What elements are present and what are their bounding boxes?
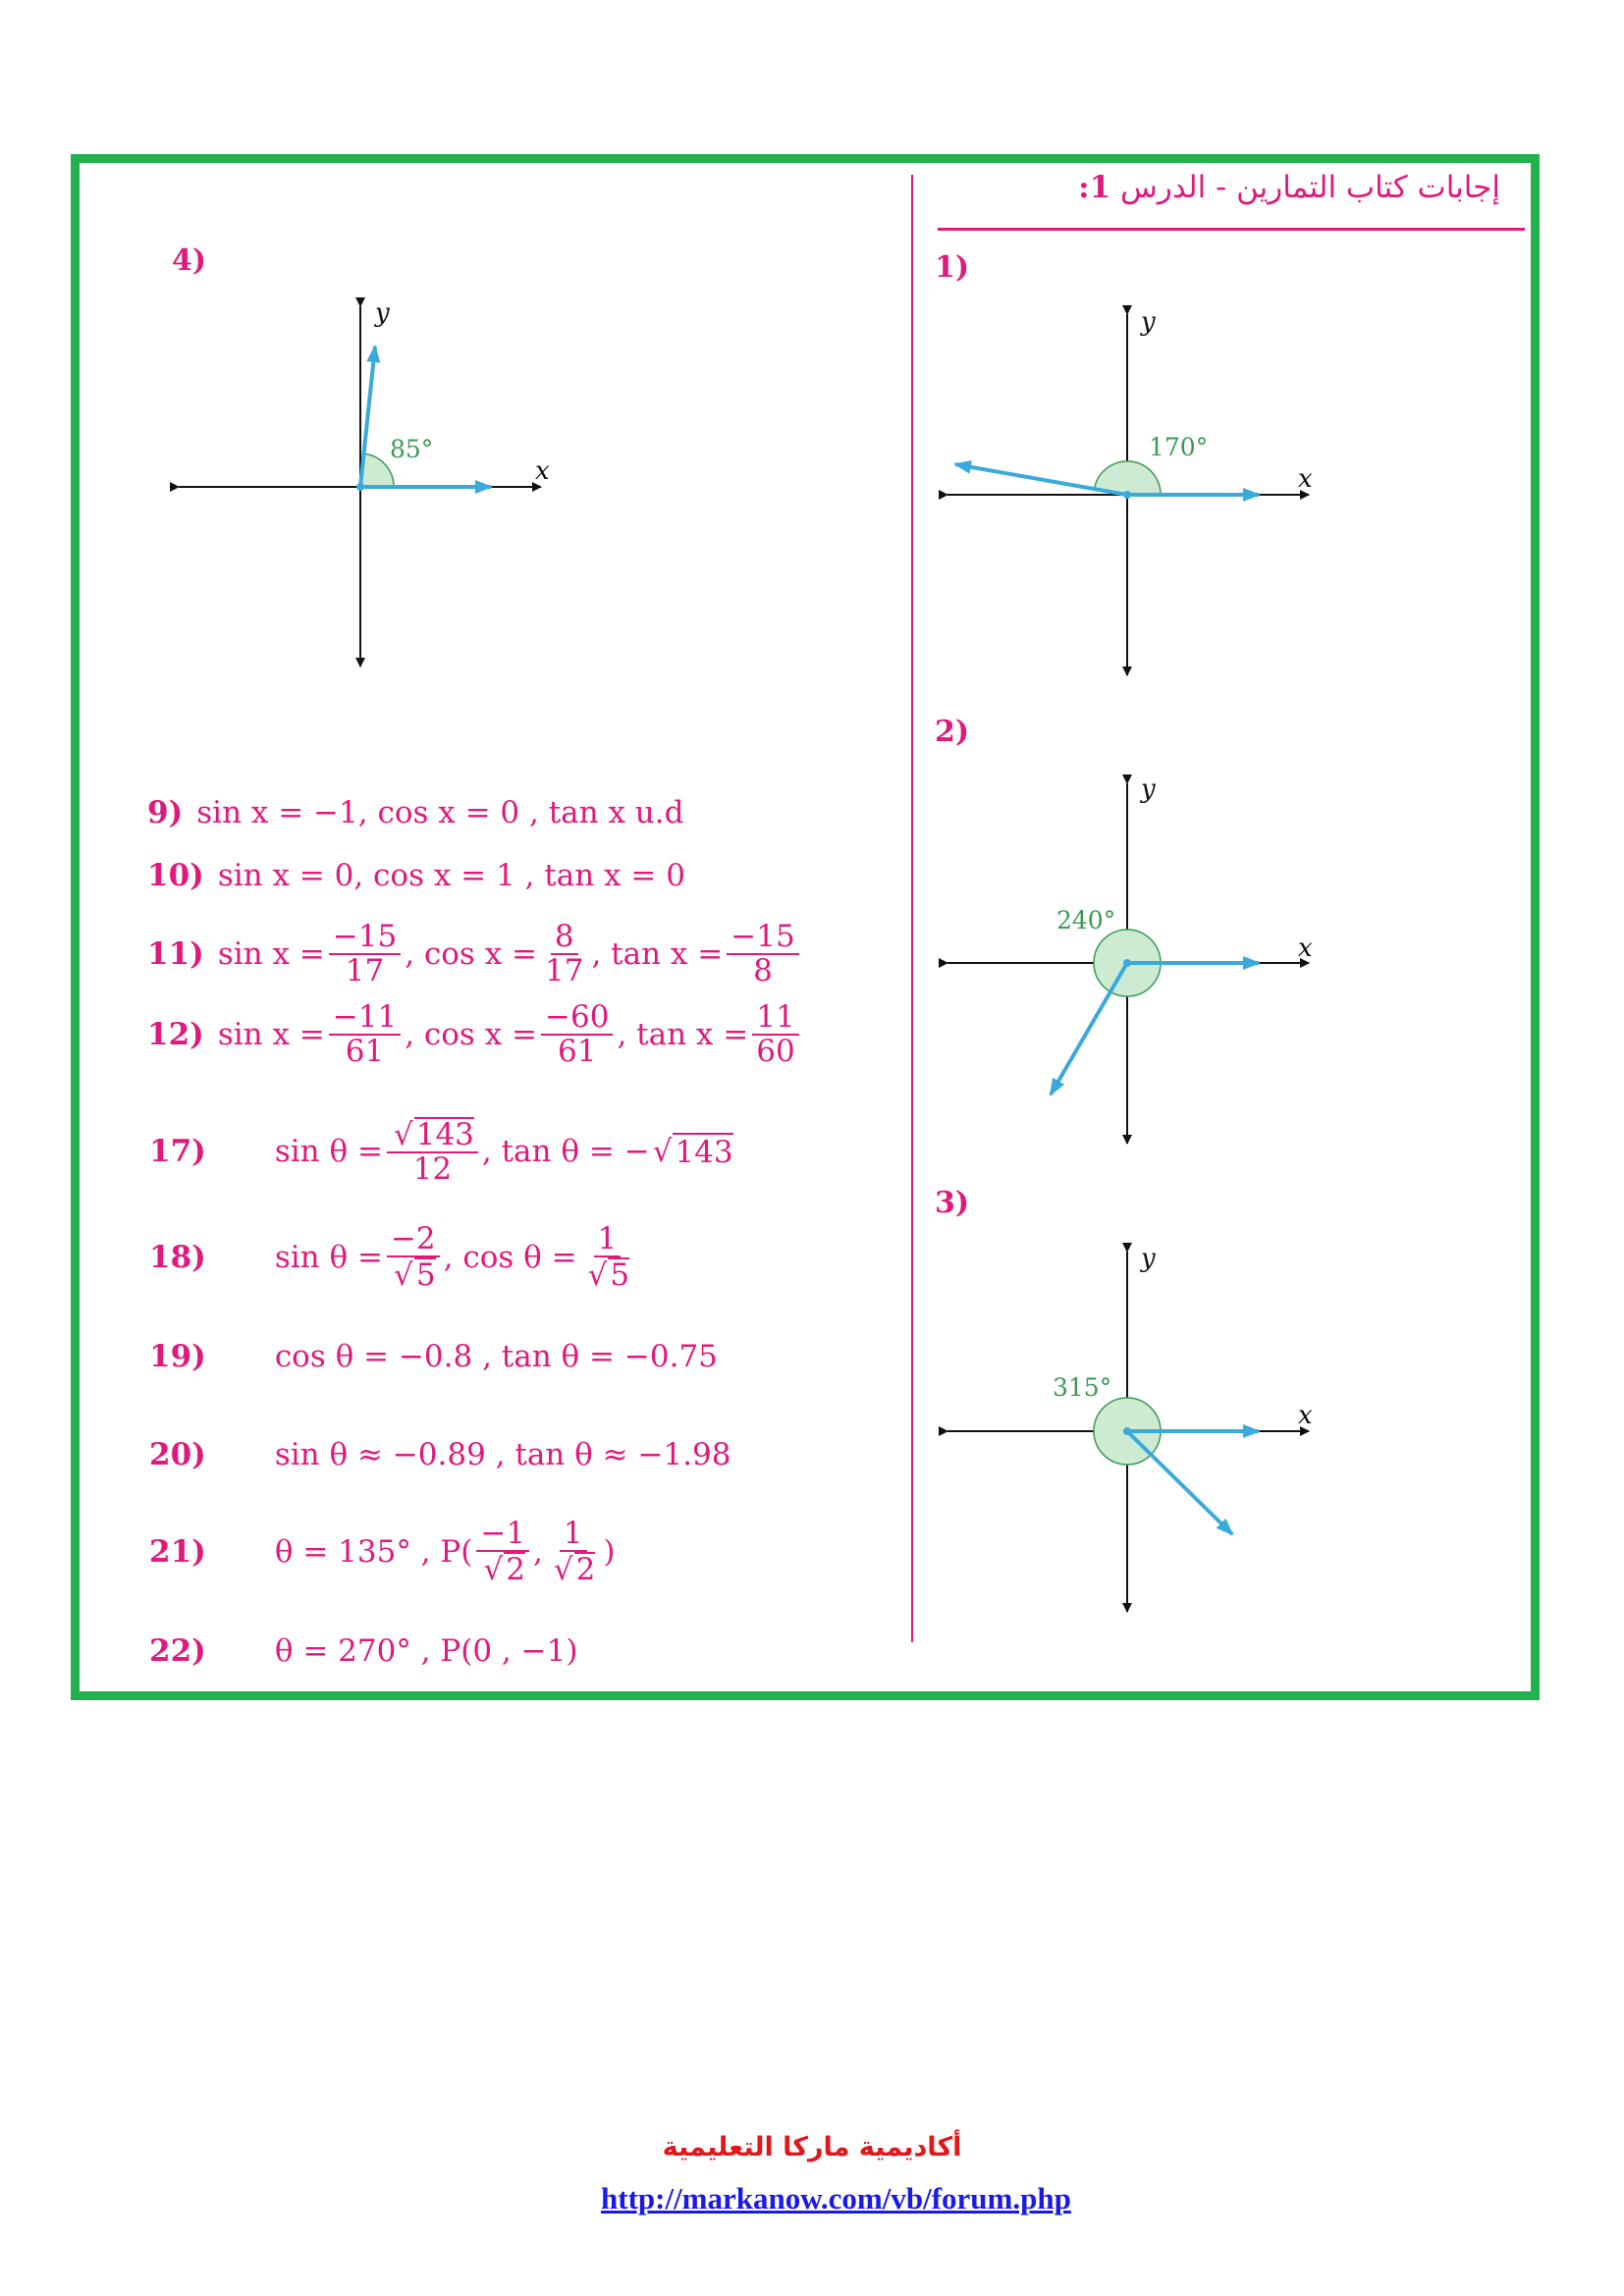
denominator: √5 — [394, 1256, 436, 1293]
expr-part: , tan x = — [591, 935, 724, 972]
title-lesson-number: 1: — [1078, 170, 1111, 205]
numerator: 8 — [551, 921, 578, 955]
radicand: 5 — [415, 1256, 436, 1293]
expr-part: sin x = — [217, 935, 325, 972]
answer-text: sin x = −1, cos x = 0 , tan x u.d — [196, 795, 684, 830]
fraction — [541, 1001, 613, 1067]
answer-number: 17) — [149, 1133, 206, 1169]
expr-part: ) — [603, 1533, 616, 1570]
denominator: 12 — [412, 1150, 453, 1187]
numerator: −11 — [329, 1001, 401, 1036]
answer-number: 20) — [149, 1437, 206, 1472]
expr-part: θ = 135° , P( — [274, 1533, 473, 1570]
y-axis-label: y — [375, 298, 390, 328]
x-axis-label: x — [535, 456, 550, 486]
expr-part: sin θ = — [274, 1133, 383, 1169]
answer-9 — [147, 795, 683, 830]
diagram-2-label: 2) — [935, 715, 970, 749]
answer-number: 9) — [147, 795, 184, 830]
denominator: √2 — [483, 1551, 525, 1587]
title-text: إجابات كتاب التمارين - الدرس — [1120, 170, 1500, 205]
diagram-3-label: 3) — [935, 1186, 970, 1220]
angle-arc — [360, 454, 394, 487]
expr-part: , cos θ = — [443, 1239, 577, 1275]
angle-label: 170° — [1149, 433, 1209, 461]
fraction — [476, 1518, 529, 1585]
denominator: 17 — [345, 952, 385, 988]
numerator: −60 — [541, 1001, 613, 1036]
expr-part: sin θ = — [274, 1239, 383, 1275]
radicand: 143 — [675, 1134, 733, 1170]
answer-10 — [147, 858, 685, 893]
answer-text: sin θ ≈ −0.89 , tan θ ≈ −1.98 — [274, 1437, 731, 1472]
diagram-4 — [179, 298, 550, 667]
answer-number: 12) — [147, 1016, 204, 1052]
denominator: 61 — [345, 1033, 385, 1069]
denominator: 17 — [545, 952, 584, 988]
answer-number: 18) — [149, 1239, 206, 1275]
answer-number: 21) — [149, 1533, 206, 1570]
fraction — [727, 921, 798, 987]
answer-number: 11) — [147, 935, 204, 972]
diagram-1 — [947, 307, 1313, 675]
answer-text: cos θ = −0.8 , tan θ = −0.75 — [274, 1339, 718, 1374]
denominator: √2 — [553, 1551, 596, 1587]
angle-label: 315° — [1053, 1373, 1112, 1402]
fraction — [387, 1117, 478, 1185]
angle-label: 85° — [390, 435, 434, 463]
answer-text: sin x = 0, cos x = 1 , tan x = 0 — [217, 858, 685, 893]
numerator: √143 — [387, 1117, 478, 1153]
origin-point — [1123, 959, 1131, 967]
numerator: −2 — [387, 1223, 440, 1257]
radicand: 5 — [610, 1256, 630, 1293]
numerator: 1 — [560, 1518, 587, 1552]
fraction — [541, 921, 587, 987]
answer-12 — [147, 1001, 803, 1067]
numerator: 11 — [752, 1001, 798, 1036]
answer-text: θ = 270° , P(0 , −1) — [274, 1633, 578, 1669]
fraction — [547, 1518, 600, 1585]
y-axis-label: y — [1141, 1244, 1156, 1273]
origin-point — [356, 483, 364, 491]
answer-22 — [149, 1633, 577, 1669]
footer-academy-name: أكاديمية ماركا التعليمية — [662, 2132, 962, 2163]
x-axis-label: x — [1298, 934, 1313, 963]
footer-link[interactable]: http://markanow.com/vb/forum.php — [601, 2181, 1071, 2216]
radicand: 2 — [575, 1551, 596, 1587]
diagram-2 — [947, 774, 1313, 1144]
x-axis-label: x — [1298, 1401, 1313, 1430]
numerator: 1 — [594, 1223, 622, 1257]
origin-point — [1123, 1427, 1131, 1435]
answer-11 — [147, 921, 803, 987]
numerator: −15 — [727, 921, 798, 955]
angle-label: 240° — [1056, 906, 1116, 934]
fraction — [329, 1001, 401, 1067]
denominator: 8 — [753, 952, 773, 988]
numerator: −15 — [329, 921, 401, 955]
expr-part: , tan x = — [617, 1016, 749, 1052]
fraction — [752, 1001, 798, 1067]
y-axis-label: y — [1141, 774, 1156, 804]
answer-number: 22) — [149, 1633, 206, 1669]
answer-18 — [149, 1223, 637, 1291]
diagram-1-label: 1) — [935, 250, 970, 285]
terminal-side-arrow — [1051, 963, 1127, 1095]
answer-17: 17) sin θ = $\frac{√143}{12}$ , tan θ = − √ 143 — [149, 1117, 733, 1187]
expr-part: , cos x = — [405, 1016, 538, 1052]
answer-21 — [149, 1518, 616, 1585]
radicand: 2 — [506, 1551, 525, 1587]
denominator: √5 — [587, 1256, 630, 1293]
answer-number: 10) — [147, 858, 204, 893]
fraction — [387, 1223, 440, 1291]
answer-20 — [149, 1437, 731, 1472]
expr-part: , — [533, 1533, 543, 1570]
x-axis-label: x — [1298, 464, 1313, 494]
y-axis-label: y — [1141, 307, 1156, 337]
denominator: 61 — [558, 1033, 597, 1069]
terminal-side-arrow — [1127, 1431, 1232, 1534]
answer-number: 19) — [149, 1339, 206, 1374]
fraction — [581, 1223, 634, 1291]
expr-part: , tan θ = − — [481, 1133, 650, 1169]
diagram-3 — [947, 1244, 1313, 1612]
diagram-4-label: 4) — [172, 243, 207, 278]
expr-part: , cos x = — [405, 935, 538, 972]
numerator: −1 — [476, 1518, 529, 1552]
origin-point — [1123, 491, 1131, 499]
fraction — [329, 921, 401, 987]
expr-part: sin x = — [217, 1016, 325, 1052]
denominator: 60 — [756, 1033, 795, 1069]
radicand: 143 — [415, 1117, 474, 1152]
answer-19 — [149, 1339, 718, 1374]
